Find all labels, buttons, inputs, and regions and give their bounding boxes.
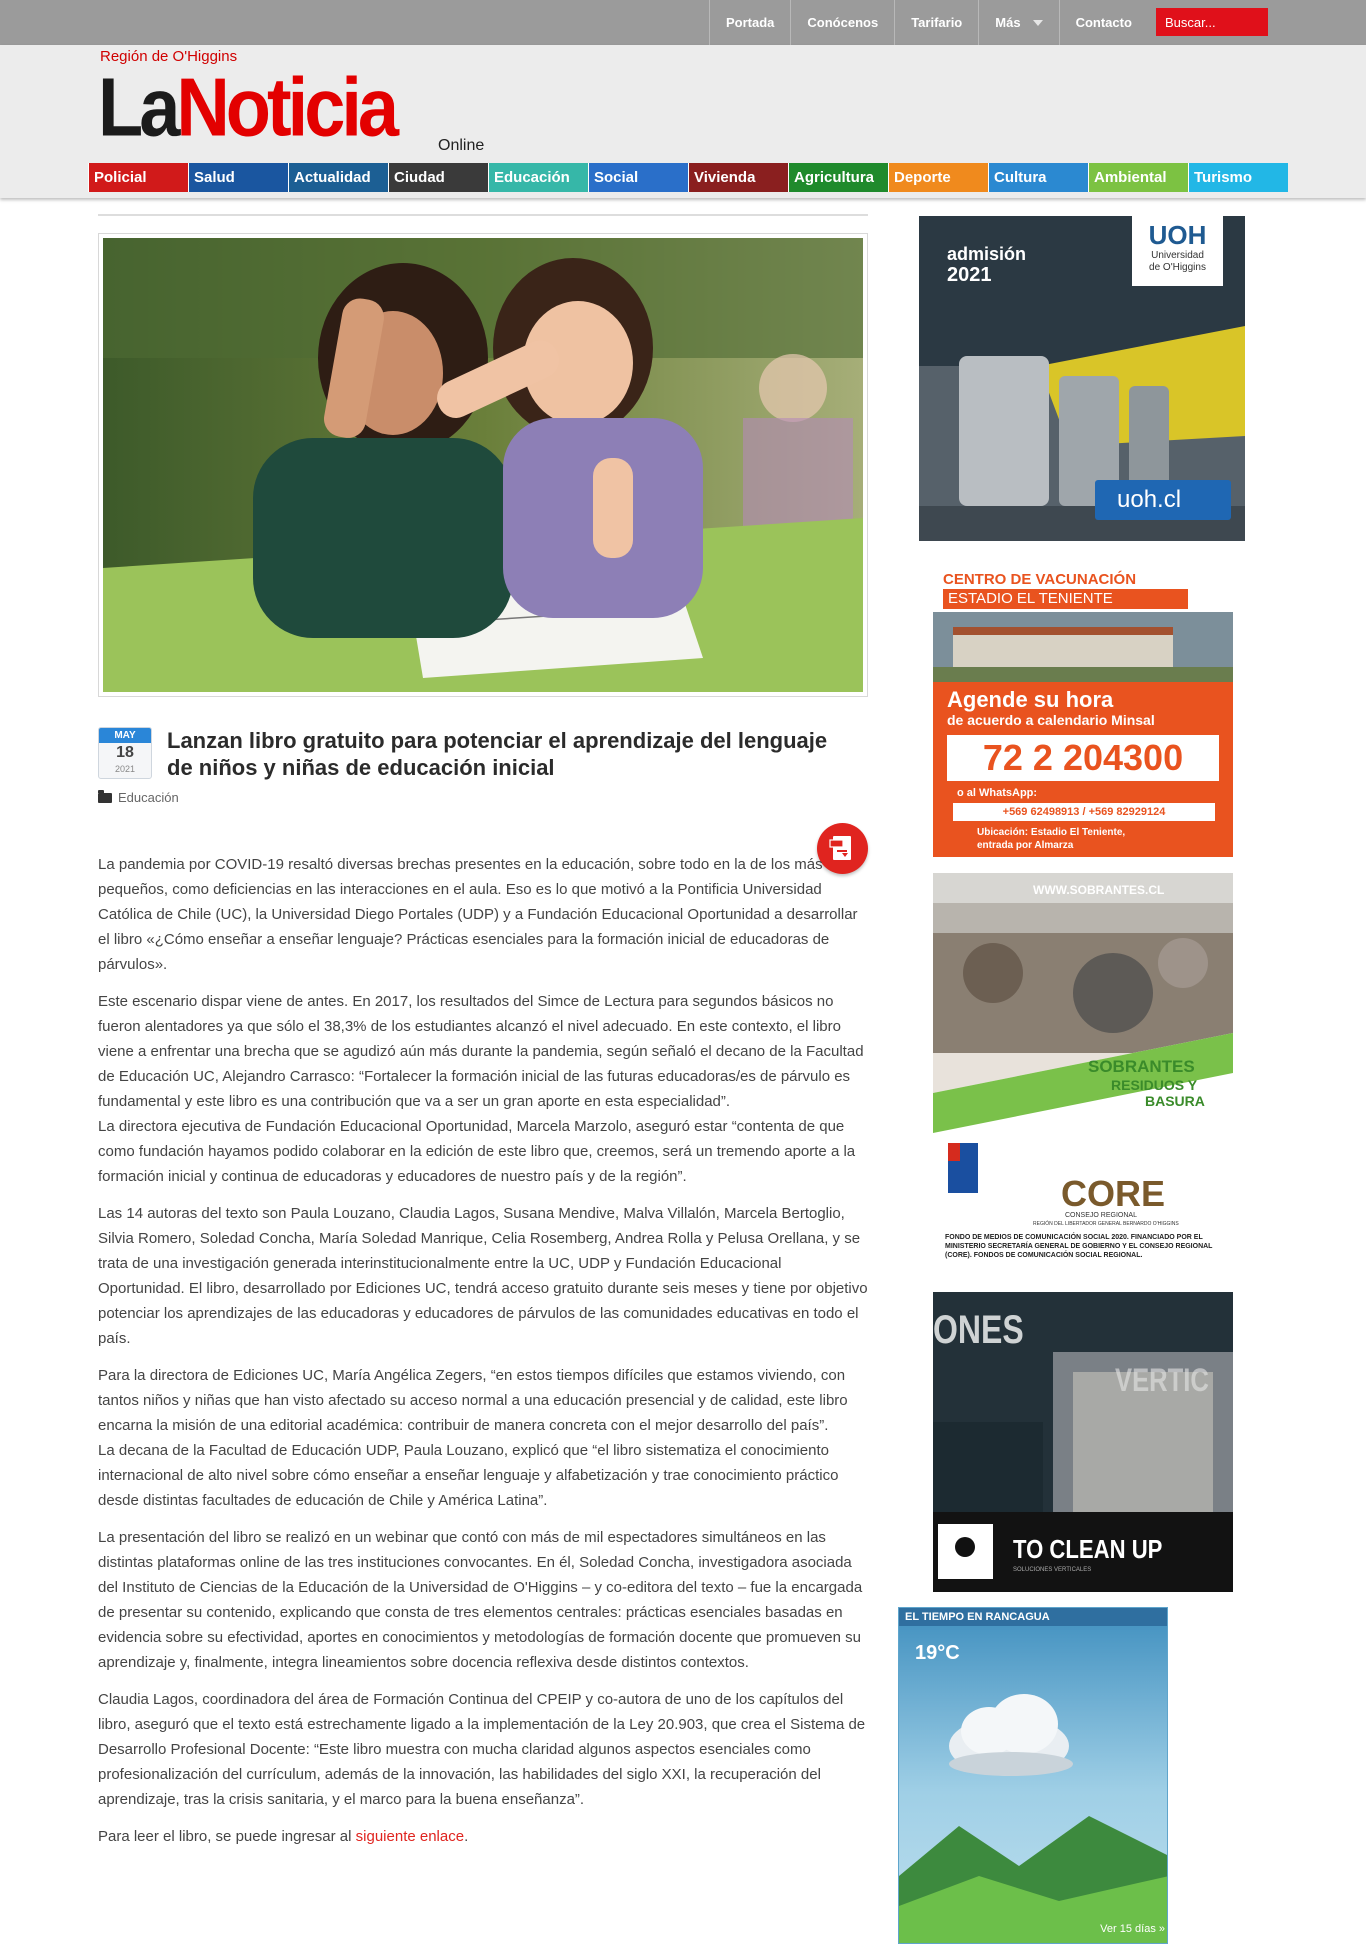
last-para-prefix: Para leer el libro, se puede ingresar al — [98, 1828, 356, 1845]
article-paragraph: La presentación del libro se realizó en un webinar que contó con más de mil espectadores simultáneos en las distintas plataformas online de las tres instituciones convocantes. En él, Soledad Concha, investigadora asociada del Instituto de Ciencias de la Educación de la Universidad de O'Higgins – y co-editora del texto – fue la encargada de presentar su contenido, explicando que consta de tres elementos centrales: prácticas esenciales basadas en evidencia sobre su efectividad, aportes en conocimientos y metodologías de formación docente que promueven su aprendizaje y, finalmente, integra lineamientos sobre docencia reflexiva desde distintos contextos. — [98, 1529, 863, 1671]
weather-temp: 19°C — [915, 1642, 960, 1664]
ad-uoh[interactable] — [919, 216, 1245, 541]
date-month: MAY — [99, 728, 151, 743]
nav-contacto[interactable]: Contacto — [1059, 0, 1148, 45]
chevron-down-icon — [1033, 20, 1043, 26]
article-category-link[interactable]: Educación — [118, 790, 179, 805]
sobrantes-sub1: RESIDUOS Y — [1111, 1077, 1198, 1093]
category-actualidad[interactable]: Actualidad — [288, 163, 388, 192]
date-badge — [98, 727, 152, 779]
search-input[interactable] — [1156, 8, 1268, 36]
last-para-suffix: . — [464, 1828, 469, 1845]
category-educacion[interactable]: Educación — [488, 163, 588, 192]
nav-tarifario[interactable]: Tarifario — [894, 0, 978, 45]
category-deporte[interactable]: Deporte — [888, 163, 988, 192]
cleanup-vertic: VERTIC — [1115, 1362, 1209, 1398]
category-nav — [88, 163, 1288, 192]
article-paragraph: La pandemia por COVID-19 resaltó diversas brechas presentes en la educación, sobre todo en la de los más pequeños, como deficiencias en las interacciones en el aula. Eso es lo que motivó a la Pontificia Universidad Católica de Chile (UC), la Universidad Diego Portales (UDP) y a Fundación Educacional Oportunidad a desarrollar el libro «¿Cómo enseñar a enseñar lenguaje? Prácticas esenciales para la formación inicial de educadoras de párvulos». — [98, 856, 858, 973]
uoh-year: 2021 — [947, 264, 992, 286]
uoh-logo-sub1: Universidad — [1151, 250, 1204, 261]
sobrantes-url: WWW.SOBRANTES.CL — [1033, 883, 1165, 897]
vac-ubicacion1: Ubicación: Estadio El Teniente, — [977, 827, 1126, 838]
core-sub: CONSEJO REGIONAL — [1065, 1212, 1137, 1219]
category-cultura[interactable]: Cultura — [988, 163, 1088, 192]
site-logo[interactable] — [98, 60, 396, 154]
category-social[interactable]: Social — [588, 163, 688, 192]
uoh-logo: UOH — [1148, 220, 1207, 250]
weather-widget[interactable] — [898, 1607, 1168, 1944]
uoh-url: uoh.cl — [1095, 480, 1231, 520]
article-paragraph: Las 14 autoras del texto son Paula Louzano, Claudia Lagos, Susana Mendive, Malva Villalón, Marcela Bertoglio, Silvia Romero, Soledad Concha, María Soledad Manrique, Celia Rosemberg, Andrea Rolla y Pelusa Orellana, y se trata de una investigación generada interinstitucionalmente entre la UC, UDP y Fundación Educacional Oportunidad. El libro, desarrollado por Ediciones UC, tendrá acceso gratuito durante seis meses y tiene por objetivo potenciar los aprendizajes de las educadoras y educadores de párvulos de las comunidades educativas en todo el país. — [98, 1205, 868, 1347]
category-agricultura[interactable]: Agricultura — [788, 163, 888, 192]
article-paragraph-last — [98, 1824, 868, 1849]
sobrantes-footer: FONDO DE MEDIOS DE COMUNICACIÓN SOCIAL 2020. FINANCIADO POR EL MINISTERIO SECRETARÍA GENERAL DE GOBIERNO Y EL CONSEJO REGIONAL (CORE). FONDOS DE COMUNICACIÓN SOCIAL REGIONAL. — [945, 1234, 1213, 1259]
vac-phone: 72 2 204300 — [947, 735, 1219, 781]
logo-la: La — [98, 60, 177, 154]
category-ambiental[interactable]: Ambiental — [1088, 163, 1188, 192]
cloud-icon — [899, 1626, 1168, 1944]
article-category — [98, 790, 179, 805]
vac-line1: CENTRO DE VACUNACIÓN — [943, 571, 1137, 588]
uoh-logo-box — [1132, 216, 1223, 286]
featured-photo — [103, 238, 863, 692]
nav-mas[interactable] — [978, 0, 1058, 45]
article-title: Lanzan libro gratuito para potenciar el aprendizaje del lenguaje de niños y niñas de educación inicial — [167, 728, 828, 780]
category-salud[interactable]: Salud — [188, 163, 288, 192]
category-vivienda[interactable]: Vivienda — [688, 163, 788, 192]
ad-sobrantes[interactable] — [933, 873, 1233, 1275]
vac-whatsapp-label: o al WhatsApp: — [957, 787, 1038, 799]
logo-online: Online — [438, 137, 485, 154]
logo-noticia: Noticia — [176, 60, 396, 154]
uoh-logo-sub2: de O'Higgins — [1149, 262, 1206, 273]
cleanup-ones: ONES — [933, 1308, 1024, 1352]
cleanup-small: SOLUCIONES VERTICALES — [1013, 1567, 1092, 1573]
core-logo: CORE — [1061, 1173, 1166, 1214]
featured-image — [98, 233, 868, 697]
weather-header: EL TIEMPO EN RANCAGUA — [899, 1608, 1167, 1626]
uoh-admision: admisión — [947, 244, 1027, 264]
article-body — [98, 852, 868, 1861]
date-day: 18 — [116, 744, 134, 761]
sobrantes-sub2: BASURA — [1145, 1093, 1205, 1109]
cleanup-title: TO CLEAN UP — [1013, 1534, 1163, 1564]
region-label: Región de O'Higgins — [100, 48, 238, 65]
vac-line2: ESTADIO EL TENIENTE — [943, 589, 1188, 609]
weather-more-link[interactable]: Ver 15 días » — [1100, 1923, 1165, 1935]
core-sub2: REGIÓN DEL LIBERTADOR GENERAL BERNARDO O'HIGGINS — [1033, 1221, 1179, 1227]
divider — [98, 214, 868, 216]
vac-photo — [933, 612, 1233, 682]
article-paragraph: Para la directora de Ediciones UC, María Angélica Zegers, “en estos tiempos difíciles que estamos viviendo, con tantos niños y niñas que han visto afectado su acceso normal a una educación presencial y de calidad, este libro encarna la misión de una editorial académica: contribuir de manera concreta con el mejor desarrollo del país”. — [98, 1367, 848, 1434]
category-turismo[interactable]: Turismo — [1188, 163, 1288, 192]
article-paragraph: La directora ejecutiva de Fundación Educacional Oportunidad, Marcela Marzolo, aseguró estar “contenta de que como fundación hayamos podido colaborar en la edición de este libro que, creemos, será un tremendo aporte a la formación inicial y continua de educadoras y educadores de nuestro país y de la región”. — [98, 1118, 856, 1185]
book-link[interactable]: siguiente enlace — [355, 1828, 465, 1845]
top-nav — [709, 0, 1148, 45]
nav-mas-label: Más — [995, 15, 1021, 30]
sobrantes-title: SOBRANTES — [1088, 1057, 1195, 1076]
nav-conocenos[interactable]: Conócenos — [790, 0, 894, 45]
vac-agende: Agende su hora — [947, 687, 1114, 712]
category-ciudad[interactable]: Ciudad — [388, 163, 488, 192]
article-paragraph: Este escenario dispar viene de antes. En 2017, los resultados del Simce de Lectura para segundos básicos no fueron alentadores ya que sólo el 38,3% de los estudiantes alcanzó el nivel adecuado. En este contexto, el libro viene a enfrentar una brecha que se agudizó aún más durante la pandemia, según señaló el decano de la Facultad de Educación UC, Alejandro Carrasco: “Fortalecer la formación inicial de las futuras educadoras/es de párvulo es fundamental y este libro es una contribución que va a ser un gran aporte en esta especialidad”. — [98, 993, 864, 1110]
ad-vacunacion[interactable] — [933, 557, 1233, 857]
photo-illustration — [103, 238, 863, 692]
vac-acuerdo: de acuerdo a calendario Minsal — [947, 712, 1155, 728]
ad-cleanup[interactable] — [933, 1292, 1233, 1592]
nav-portada[interactable]: Portada — [709, 0, 790, 45]
category-policial[interactable]: Policial — [88, 163, 188, 192]
folder-icon — [98, 793, 112, 803]
vac-whatsapp: +569 62498913 / +569 82929124 — [953, 803, 1215, 821]
vac-ubicacion2: entrada por Almarza — [977, 840, 1074, 851]
article-paragraph: La decana de la Facultad de Educación UDP, Paula Louzano, explicó que “el libro sistematiza el conocimiento internacional de alto nivel sobre cómo enseñar a enseñar lenguaje y alfabetización y trae conocimiento práctico desde distintas facultades de educación de Chile y América Latina”. — [98, 1442, 839, 1509]
top-bar — [0, 0, 1366, 45]
date-year: 2021 — [114, 764, 136, 774]
article-paragraph: Claudia Lagos, coordinadora del área de Formación Continua del CPEIP y co-autora de uno de los capítulos del libro, aseguró que el texto está estrechamente ligado a la implementación de la Ley 20.903, que crea el Sistema de Desarrollo Profesional Docente: “Este libro muestra con mucha claridad algunos aspectos esenciales como profesionalización del currículum, además de la innovación, las habilidades del siglo XXI, la recuperación del aprendizaje, tras la crisis sanitaria, y el marco para la buena enseñanza”. — [98, 1691, 866, 1808]
